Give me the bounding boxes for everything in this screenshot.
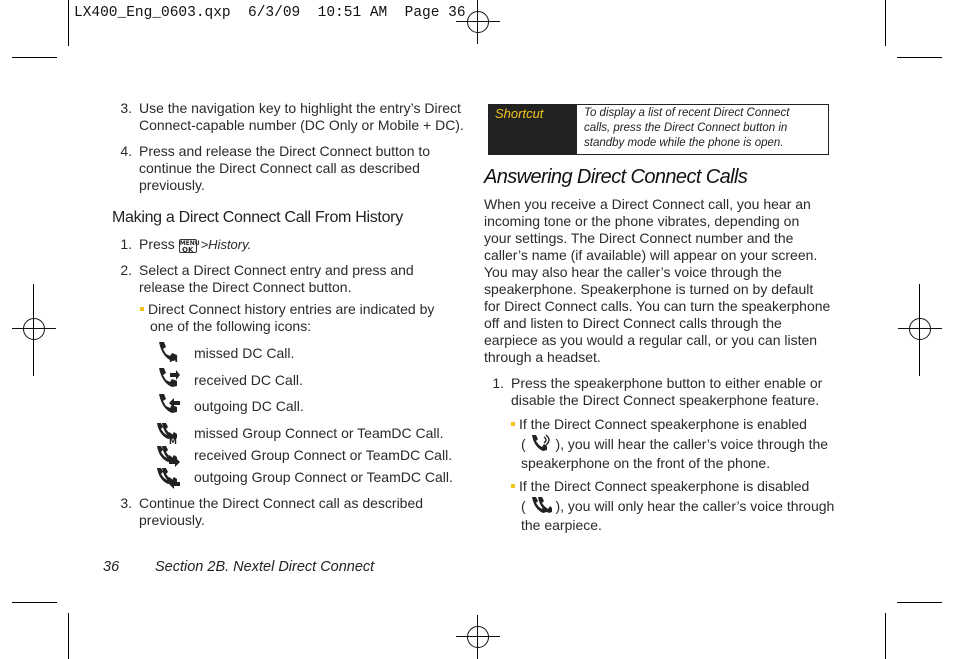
registration-mark-icon [456,0,500,44]
history-menu-path: >History. [200,237,252,252]
bullet-text: If the Direct Connect speakerphone is disabled [519,478,810,494]
step-text: continue the Direct Connect call as described [139,160,420,176]
registration-mark-icon [456,615,500,659]
svg-text:M: M [169,355,178,363]
step-text: Press [139,236,175,252]
step-number: 3. [120,495,132,511]
step-text: release the Direct Connect button. [139,279,352,295]
step-text: previously. [139,177,205,193]
shortcut-line: standby mode while the phone is open. [584,137,784,149]
paragraph-line: off and listen to Direct Connect calls through the [484,315,782,331]
bullet-text: one of the following icons: [150,318,312,334]
speaker-enabled-bullet [511,416,836,472]
step-text: Use the navigation key to highlight the entry’s Direct [139,100,461,116]
icon-label: received DC Call. [194,372,303,388]
menu-ok-key-icon: MENU OK [179,240,200,254]
bullet-text: speakerphone on the front of the phone. [521,455,771,471]
missed-group-icon [156,422,180,444]
bullet-text: Direct Connect history entries are indicated by [148,301,435,317]
svg-text:M: M [169,437,177,444]
step-text: Connect-capable number (DC Only or Mobile + DC). [139,117,464,133]
step-text: Press and release the Direct Connect button to [139,143,431,159]
crop-mark [885,613,886,659]
speaker-disabled-bullet [511,478,836,534]
paragraph-line: incoming tone or the phone vibrates, depending on [484,213,800,229]
registration-mark-icon [12,307,56,351]
crop-mark [897,602,942,603]
bullet-text: ( [521,498,526,514]
speaker-on-icon [530,434,552,454]
paragraph-line: You may also hear the caller’s voice through the [484,264,782,280]
registration-mark-icon [898,307,942,351]
bullet-text: ), you will only hear the caller’s voice through [555,498,835,514]
intro-paragraph [484,196,834,366]
icon-label: received Group Connect or TeamDC Call. [194,447,453,463]
crop-mark [33,284,34,376]
paragraph-line: caller’s name (if available) will appear on your screen. [484,247,818,263]
received-dc-icon [156,367,180,389]
step-text: Press the speakerphone button to either enable or [511,375,823,391]
icon-label: missed Group Connect or TeamDC Call. [194,425,444,441]
crop-mark [885,0,886,46]
bullet-marker [511,484,515,488]
crop-mark [68,0,69,46]
bullet-text: ( [521,436,526,452]
crop-mark [12,602,57,603]
crop-mark [68,613,69,659]
step-number: 1. [492,375,504,391]
bullet-marker [511,422,515,426]
icon-label: outgoing Group Connect or TeamDC Call. [194,469,453,485]
history-bullet [140,301,470,335]
paragraph-line: When you receive a Direct Connect call, you hear an [484,196,811,212]
icon-label: missed DC Call. [194,345,295,361]
paragraph-line: for Direct Connect calls. You can turn the speakerphone [484,298,831,314]
shortcut-text [584,106,824,151]
step-text: Continue the Direct Connect call as described [139,495,424,511]
icon-label: outgoing DC Call. [194,398,304,414]
outgoing-group-icon [156,467,180,489]
shortcut-label: Shortcut [489,105,577,154]
step-number: 3. [120,100,132,116]
paragraph-line: your settings. The Direct Connect number and the [484,230,794,246]
speaker-off-icon [530,496,552,516]
section-title: Section 2B. Nextel Direct Connect [155,559,375,575]
bullet-marker [140,307,144,311]
step-text: disable the Direct Connect speakerphone feature. [511,392,820,408]
paragraph-line: speakerphone. Speakerphone is turned on by default [484,281,814,297]
slug-line: LX400_Eng_0603.qxp 6/3/09 10:51 AM Page 36 [74,5,466,21]
bullet-text: the earpiece. [521,517,602,533]
outgoing-dc-icon [156,393,180,415]
bullet-text: If the Direct Connect speakerphone is enabled [519,416,807,432]
page-heading: Answering Direct Connect Calls [484,166,748,188]
step-number: 1. [120,236,132,252]
received-group-icon [156,445,180,467]
shortcut-box [488,104,829,155]
shortcut-line: To display a list of recent Direct Connect [584,107,790,119]
step-text: Select a Direct Connect entry and press and [139,262,414,278]
crop-mark [12,57,57,58]
bullet-text: ), you will hear the caller’s voice through the [555,436,829,452]
crop-mark [897,57,942,58]
paragraph-line: earpiece as you would a regular call, or you can listen [484,332,818,348]
step-number: 2. [120,262,132,278]
shortcut-line: calls, press the Direct Connect button in [584,122,788,134]
step-number: 4. [120,143,132,159]
missed-dc-icon [156,341,180,363]
page-number: 36 [103,559,120,575]
step-text: previously. [139,512,205,528]
crop-mark [919,284,920,376]
section-heading: Making a Direct Connect Call From History [112,209,403,226]
paragraph-line: through a headset. [484,349,601,365]
